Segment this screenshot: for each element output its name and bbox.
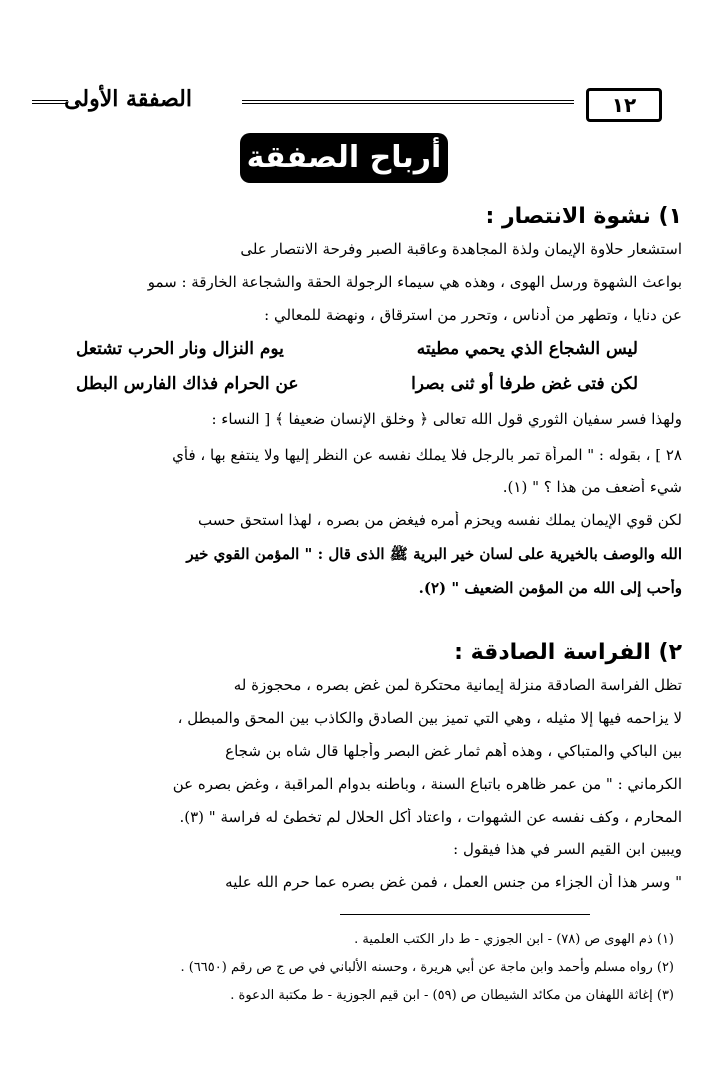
paragraph-line: المحارم ، وكف نفسه عن الشهوات ، واعتاد أكل الحلال لم تخطئ له فراسة " (٣). [179, 808, 682, 826]
paragraph-line: عن دنايا ، وتطهر من أدناس ، وتحرر من استرقاق ، ونهضة للمعالي : [264, 306, 682, 324]
paragraph-line: ويبين ابن القيم السر في هذا فيقول : [453, 840, 682, 858]
paragraph-line: بين الباكي والمتباكي ، وهذه أهم ثمار غض البصر وأجلها قال شاه بن شجاع [225, 742, 682, 760]
paragraph-line: الكرماني : " من عمر ظاهره باتباع السنة ، وباطنه بدوام المراقبة ، وغض بصره عن [172, 775, 682, 793]
chapter-title: الصفقة الأولى [64, 86, 192, 112]
verse-hemistich: ليس الشجاع الذي يحمي مطيته [416, 339, 638, 359]
paragraph-line: لكن قوي الإيمان يملك نفسه ويحزم أمره فيغض من بصره ، لهذا استحق حسب [198, 511, 682, 529]
section-banner: أرباح الصفقة [240, 133, 448, 183]
footnote: (٢) رواه مسلم وأحمد وابن ماجة عن أبي هريرة ، وحسنه الألباني في ص ج ص رقم (٦٦٥٠) . [180, 960, 674, 975]
paragraph-line: استشعار حلاوة الإيمان ولذة المجاهدة وعاقبة الصبر وفرحة الانتصار على [240, 240, 682, 258]
paragraph-line: لا يزاحمه فيها إلا مثيله ، وهي التي تميز بين الصادق والكاذب بين المحق والمبطل ، [177, 709, 682, 727]
header-rule-end [32, 100, 68, 104]
section-heading-2: ٢) الفراسة الصادقة : [454, 640, 682, 665]
paragraph-line: تظل الفراسة الصادقة منزلة إيمانية محتكرة لمن غض بصره ، محجوزة له [233, 676, 682, 694]
footnote: (١) ذم الهوى ص (٧٨) - ابن الجوزي - ط دار الكتب العلمية . [354, 932, 674, 947]
paragraph-line: الله والوصف بالخيرية على لسان خير البرية ﷺ الذى قال : " المؤمن القوي خير [186, 545, 682, 563]
paragraph-line: ٢٨ ] ، بقوله : " المرأة تمر بالرجل فلا يملك نفسه عن النظر إليها ولا ينتفع بها ، فأي [172, 446, 682, 464]
paragraph-line: وأحب إلى الله من المؤمن الضعيف " (٢). [418, 579, 682, 597]
paragraph-line: شيء أضعف من هذا ؟ " (١). [502, 478, 682, 496]
verse-hemistich: لكن فتى غض طرفا أو ثنى بصرا [411, 374, 638, 394]
footnote: (٣) إغاثة اللهفان من مكائد الشيطان ص (٥٩) - ابن قيم الجوزية - ط مكتبة الدعوة . [230, 988, 674, 1003]
header-rule [242, 100, 574, 104]
verse-hemistich: يوم النزال ونار الحرب تشتعل [76, 339, 284, 359]
paragraph-line: " وسر هذا أن الجزاء من جنس العمل ، فمن غض بصره عما حرم الله عليه [225, 873, 682, 891]
page-number: ١٢ [586, 88, 662, 122]
footnote-divider [340, 914, 590, 915]
paragraph-line: بواعث الشهوة ورسل الهوى ، وهذه هي سيماء الرجولة الحقة والشجاعة الخارقة : سمو [147, 273, 682, 291]
paragraph-line: ولهذا فسر سفيان الثوري قول الله تعالى ﴿ وخلق الإنسان ضعيفا ﴾ [ النساء : [211, 410, 682, 428]
section-heading-1: ١) نشوة الانتصار : [485, 204, 682, 229]
verse-hemistich: عن الحرام فذاك الفارس البطل [76, 374, 299, 394]
running-header [22, 86, 662, 122]
